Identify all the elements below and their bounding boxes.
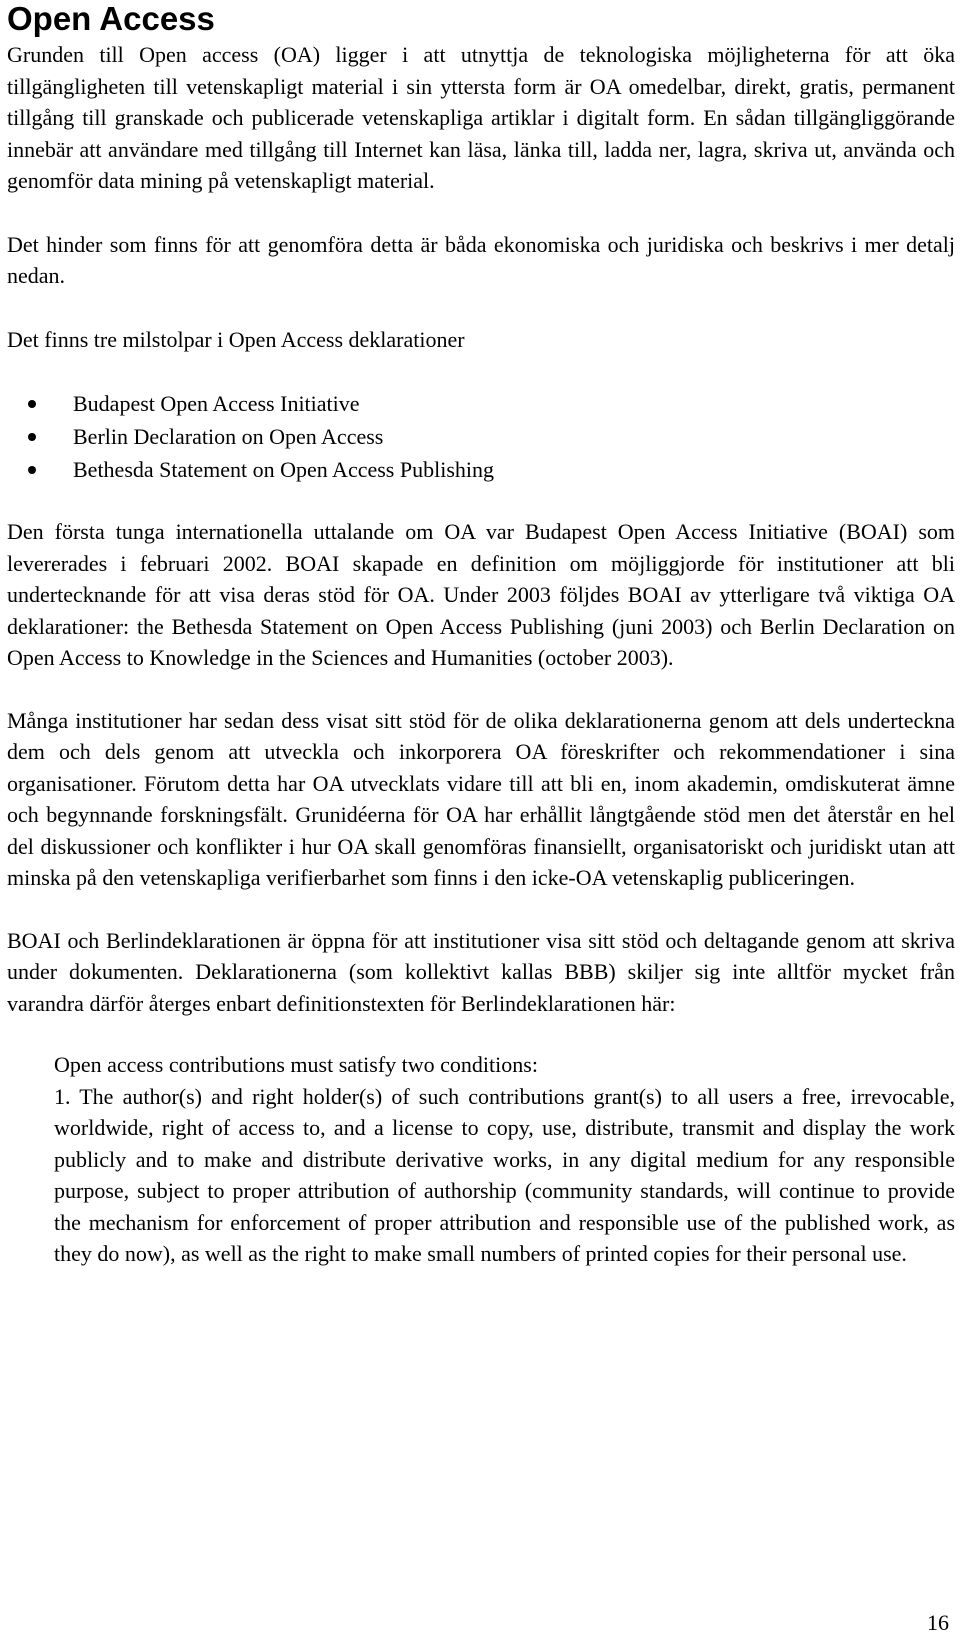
block-quote bbox=[54, 1049, 955, 1270]
quote-intro: Open access contributions must satisfy two conditions: bbox=[54, 1052, 538, 1077]
list-item bbox=[7, 387, 955, 420]
list-item-label: Bethesda Statement on Open Access Publishing bbox=[73, 457, 494, 482]
list-item-label: Budapest Open Access Initiative bbox=[73, 391, 360, 416]
bullet-icon bbox=[28, 433, 36, 441]
paragraph-institutions: Många institutioner har sedan dess visat sitt stöd för de olika deklarationerna genom att dels underteckna dem och dels genom att utveckla och inkorporera OA föreskrifter och rekommendationer i sina organisationer. Förutom detta har OA utvecklats vidare till att bli en, inom akademin, omdiskuterat ämne och begynnande forskningsfält. Grunidéerna för OA har erhållit långtgående stöd men det återstår en hel del diskussioner och konflikter i hur OA skall genomföras finansiellt, organisatoriskt och juridiskt utan att minska på den vetenskapliga verifierbarhet som finns i den icke-OA vetenskaplig publiceringen. bbox=[7, 707, 955, 890]
quote-condition-1: 1. The author(s) and right holder(s) of such contributions grant(s) to all users a free, irrevocable, worldwide, right of access to, and a license to copy, use, distribute, transmit and display the work publicly and to make and distribute derivative works, in any digital medium for any responsible purpose, subject to proper attribution of authorship (community standards, will continue to provide the mechanism for enforcement of proper attribution and responsible use of the published work, as they do now), as well as the right to make small numbers of printed copies for their personal use. bbox=[54, 1083, 955, 1266]
list-item bbox=[7, 420, 955, 453]
bullet-icon bbox=[28, 400, 36, 408]
bullet-icon bbox=[28, 466, 36, 474]
declarations-list bbox=[7, 387, 955, 486]
list-item-label: Berlin Declaration on Open Access bbox=[73, 424, 384, 449]
document-page bbox=[7, 0, 955, 1270]
page-title: Open Access bbox=[7, 0, 215, 37]
paragraph-hinder: Det hinder som finns för att genomföra detta är båda ekonomiska och juridiska och beskrivs i mer detalj nedan. bbox=[7, 231, 955, 288]
paragraph-boai-berlin: BOAI och Berlindeklarationen är öppna för att institutioner visa sitt stöd och deltagande genom att skriva under dokumenten. Deklarationerna (som kollektivt kallas BBB) skiljer sig inte alltför mycket från varandra därför återges enbart definitionstexten för Berlindeklarationen här: bbox=[7, 927, 955, 1016]
paragraph-milstolpar: Det finns tre milstolpar i Open Access deklarationer bbox=[7, 326, 465, 352]
paragraph-first-statement: Den första tunga internationella uttalande om OA var Budapest Open Access Initiative (BOAI) som levererades i februari 2002. BOAI skapade en definition om möjliggjorde för institutioner att bli undertecknande för att visa deras stöd för OA. Under 2003 följdes BOAI av ytterligare två viktiga OA deklarationer: the Bethesda Statement on Open Access Publishing (juni 2003) och Berlin Declaration on Open Access to Knowledge in the Sciences and Humanities (october 2003). bbox=[7, 519, 955, 670]
paragraph-intro: Grunden till Open access (OA) ligger i att utnyttja de teknologiska möjligheterna för att öka tillgängligheten till vetenskapligt material i sin yttersta form är OA omedelbar, direkt, gratis, permanent tillgång till granskade och publicerade vetenskapliga artiklar i digitalt form. En sådan tillgängliggörande innebär att användare med tillgång till Internet kan läsa, länka till, ladda ner, lagra, skriva ut, använda och genomför data mining på vetenskapligt material. bbox=[7, 42, 955, 193]
list-item bbox=[7, 453, 955, 486]
page-number: 16 bbox=[927, 1610, 949, 1635]
